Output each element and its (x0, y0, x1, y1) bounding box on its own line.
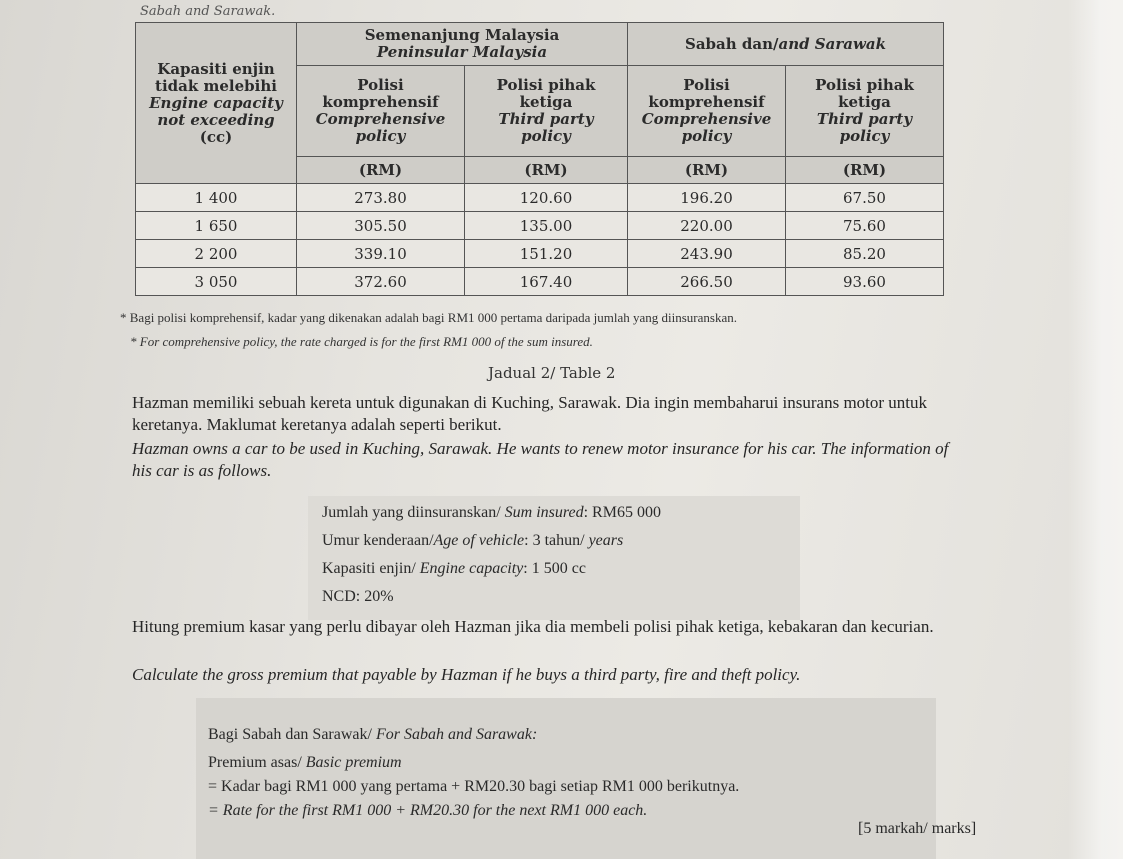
scenario-english: Hazman owns a car to be used in Kuching, Sarawak. He wants to renew motor insurance for his car. The information of his car is as follows. (132, 439, 949, 480)
header-engine-capacity (136, 23, 297, 184)
cap-label-ms: Kapasiti enjin/ (322, 560, 420, 577)
header-sabah-ms: Sabah dan/ (684, 34, 779, 53)
header-peninsular-en: Peninsular Malaysia (376, 43, 548, 61)
footnote-malay: * Bagi polisi komprehensif, kadar yang dikenakan adalah bagi RM1 000 pertama daripada jumlah yang diinsuranskan. (120, 310, 737, 325)
cell-s-third: 85.20 (786, 240, 944, 268)
header-s-third-ms: Polisi pihak ketiga (815, 76, 914, 111)
cell-p-third: 167.40 (465, 268, 628, 296)
header-s-comp-en: Comprehensive policy (641, 110, 772, 145)
cell-s-third: 93.60 (786, 268, 944, 296)
premium-rate-table (135, 22, 944, 296)
header-s-third-party (786, 66, 944, 157)
unit-s-comp: (RM) (628, 157, 786, 184)
cell-cc: 1 400 (136, 184, 297, 212)
cap-value: : 1 500 cc (523, 560, 586, 577)
header-p-third-ms: Polisi pihak ketiga (496, 76, 596, 111)
vehicle-age-line (322, 532, 623, 550)
header-p-comprehensive (297, 66, 465, 157)
table-row (136, 184, 944, 212)
cell-p-comp: 339.10 (297, 240, 465, 268)
header-sabah-en: and Sarawak (778, 34, 887, 53)
cell-p-comp: 305.50 (297, 212, 465, 240)
hint-line2-ms: Premium asas/ (208, 754, 306, 771)
header-s-comprehensive (628, 66, 786, 157)
cell-s-comp: 243.90 (628, 240, 786, 268)
sum-insured-line (322, 504, 661, 522)
table-caption: Jadual 2/ Table 2 (488, 364, 616, 382)
hint-line1-en: For Sabah and Sarawak: (375, 726, 538, 743)
marks-label: [5 markah/ marks] (858, 820, 977, 837)
hint-line3: = Kadar bagi RM1 000 yang pertama + RM20.30 bagi setiap RM1 000 berikutnya. (208, 778, 740, 795)
cell-s-comp: 220.00 (628, 212, 786, 240)
header-p-comp-ms: Polisi komprehensif (322, 76, 439, 111)
cell-p-third: 151.20 (465, 240, 628, 268)
question-english: Calculate the gross premium that payable by Hazman if he buys a third party, fire and theft policy. (132, 665, 801, 684)
hint-line1-ms: Bagi Sabah dan Sarawak/ (208, 726, 376, 743)
header-peninsular-ms: Semenanjung Malaysia (364, 26, 560, 44)
question-malay: Hitung premium kasar yang perlu dibayar oleh Hazman jika dia membeli polisi pihak ketiga, kebakaran dan kecurian. (132, 617, 934, 636)
age-value: : 3 tahun/ (524, 532, 589, 549)
hint-line4: = Rate for the first RM1 000 + RM20.30 for the next RM1 000 each. (208, 802, 648, 819)
unit-s-third: (RM) (786, 157, 944, 184)
cell-cc: 1 650 (136, 212, 297, 240)
header-s-comp-ms: Polisi komprehensif (648, 76, 765, 111)
cell-p-comp: 273.80 (297, 184, 465, 212)
table-row (136, 268, 944, 296)
hint-line2-en: Basic premium (305, 754, 402, 771)
age-label-ms: Umur kenderaan/ (322, 532, 434, 549)
scenario-malay: Hazman memiliki sebuah kereta untuk digunakan di Kuching, Sarawak. Dia ingin membaharui insurans motor untuk keretanya. Maklumat keretanya adalah seperti berikut. (132, 393, 928, 434)
cell-cc: 2 200 (136, 240, 297, 268)
header-peninsular (297, 23, 628, 66)
cell-p-third: 135.00 (465, 212, 628, 240)
header-engine-unit: (cc) (199, 127, 233, 146)
cell-cc: 3 050 (136, 268, 297, 296)
header-engine-en: Engine capacity not exceeding (149, 93, 283, 129)
header-p-comp-en: Comprehensive policy (315, 110, 446, 145)
page-edge-highlight (1068, 0, 1123, 859)
header-p-third-en: Third party policy (498, 110, 594, 145)
cap-label-en: Engine capacity (419, 560, 524, 577)
hint-box (196, 698, 936, 859)
header-engine-ms: Kapasiti enjin tidak melebihi (155, 59, 277, 95)
sum-label-ms: Jumlah yang diinsuranskan/ (322, 504, 505, 521)
sum-label-en: Sum insured (504, 504, 584, 521)
cell-s-comp: 266.50 (628, 268, 786, 296)
footnote-english: * For comprehensive policy, the rate charged is for the first RM1 000 of the sum insured. (130, 334, 593, 349)
engine-capacity-line (322, 560, 586, 578)
age-label-en: Age of vehicle (433, 532, 525, 549)
header-p-third-party (465, 66, 628, 157)
unit-p-comp: (RM) (297, 157, 465, 184)
hint-line1 (208, 726, 537, 744)
age-value-en: years (588, 532, 624, 549)
table-row (136, 240, 944, 268)
top-text-fragment: Sabah and Sarawak. (140, 4, 276, 19)
unit-p-third: (RM) (465, 157, 628, 184)
hint-line2 (208, 754, 402, 772)
header-s-third-en: Third party policy (816, 110, 913, 145)
ncd-line: NCD: 20% (322, 588, 394, 605)
car-info-box (308, 496, 800, 620)
header-sabah-sarawak (628, 23, 944, 66)
cell-p-comp: 372.60 (297, 268, 465, 296)
cell-p-third: 120.60 (465, 184, 628, 212)
table-row (136, 212, 944, 240)
cell-s-comp: 196.20 (628, 184, 786, 212)
sum-value: : RM65 000 (583, 504, 661, 521)
cell-s-third: 67.50 (786, 184, 944, 212)
cell-s-third: 75.60 (786, 212, 944, 240)
